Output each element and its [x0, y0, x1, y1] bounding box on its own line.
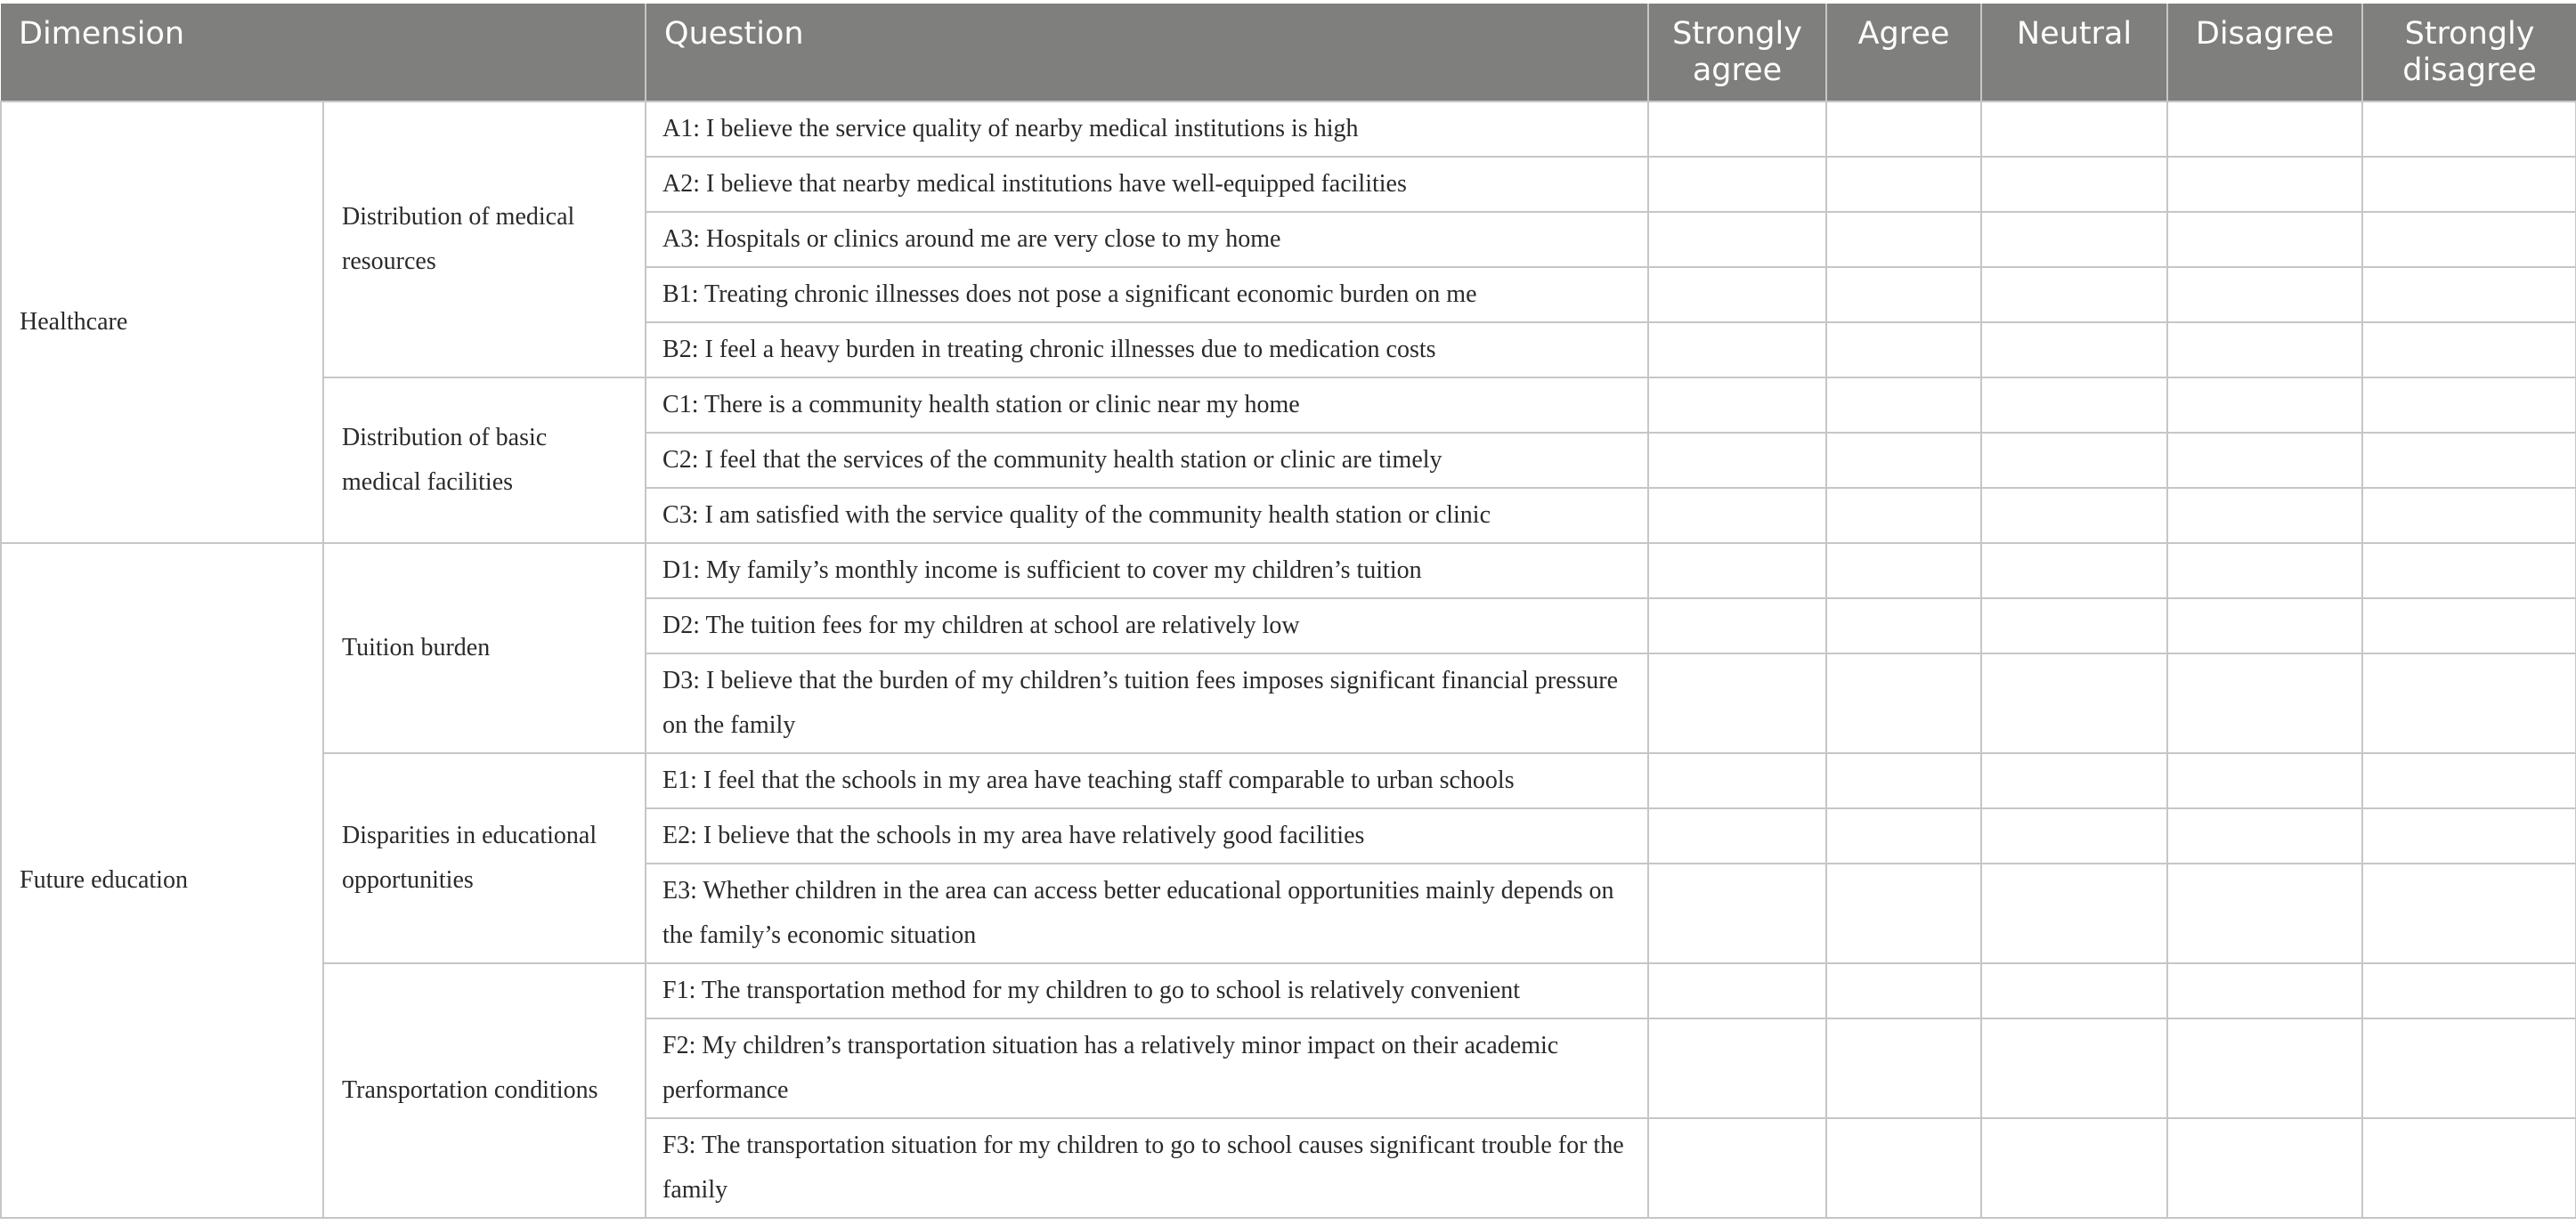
answer-cell-strongly-disagree[interactable] — [2362, 322, 2576, 377]
answer-cell-disagree[interactable] — [2167, 543, 2362, 598]
answer-cell-agree[interactable] — [1826, 433, 1981, 488]
answer-cell-neutral[interactable] — [1981, 1018, 2167, 1118]
answer-cell-strongly-disagree[interactable] — [2362, 598, 2576, 653]
question-cell: F2: My children’s transportation situation has a relatively minor impact on their academic performance — [646, 1018, 1648, 1118]
table-row — [1, 753, 2576, 808]
header-row — [1, 4, 2576, 101]
answer-cell-strongly-disagree[interactable] — [2362, 488, 2576, 543]
answer-cell-strongly-disagree[interactable] — [2362, 433, 2576, 488]
answer-cell-strongly-agree[interactable] — [1648, 267, 1826, 322]
answer-cell-neutral[interactable] — [1981, 864, 2167, 963]
answer-cell-strongly-agree[interactable] — [1648, 543, 1826, 598]
answer-cell-strongly-agree[interactable] — [1648, 963, 1826, 1018]
answer-cell-disagree[interactable] — [2167, 488, 2362, 543]
question-cell: B2: I feel a heavy burden in treating chronic illnesses due to medication costs — [646, 322, 1648, 377]
answer-cell-strongly-disagree[interactable] — [2362, 543, 2576, 598]
answer-cell-agree[interactable] — [1826, 377, 1981, 433]
question-cell: D3: I believe that the burden of my children’s tuition fees imposes significant financial pressure on the family — [646, 653, 1648, 753]
question-cell: A1: I believe the service quality of nearby medical institutions is high — [646, 101, 1648, 157]
question-cell: E2: I believe that the schools in my area have relatively good facilities — [646, 808, 1648, 864]
answer-cell-neutral[interactable] — [1981, 598, 2167, 653]
table-row — [1, 377, 2576, 433]
answer-cell-neutral[interactable] — [1981, 267, 2167, 322]
answer-cell-neutral[interactable] — [1981, 322, 2167, 377]
answer-cell-strongly-agree[interactable] — [1648, 653, 1826, 753]
question-cell: F1: The transportation method for my children to go to school is relatively convenient — [646, 963, 1648, 1018]
answer-cell-strongly-disagree[interactable] — [2362, 808, 2576, 864]
answer-cell-disagree[interactable] — [2167, 1018, 2362, 1118]
table-row — [1, 963, 2576, 1018]
answer-cell-strongly-agree[interactable] — [1648, 488, 1826, 543]
question-cell: D1: My family’s monthly income is sufficient to cover my children’s tuition — [646, 543, 1648, 598]
neutral-header: Neutral — [1981, 4, 2167, 101]
subdimension-cell: Disparities in educational opportunities — [323, 753, 646, 963]
answer-cell-strongly-disagree[interactable] — [2362, 864, 2576, 963]
answer-cell-strongly-disagree[interactable] — [2362, 1118, 2576, 1218]
answer-cell-agree[interactable] — [1826, 753, 1981, 808]
disagree-header: Disagree — [2167, 4, 2362, 101]
answer-cell-neutral[interactable] — [1981, 808, 2167, 864]
answer-cell-agree[interactable] — [1826, 808, 1981, 864]
answer-cell-neutral[interactable] — [1981, 488, 2167, 543]
question-cell: F3: The transportation situation for my children to go to school causes significant trouble for the family — [646, 1118, 1648, 1218]
answer-cell-strongly-agree[interactable] — [1648, 433, 1826, 488]
dimension-header: Dimension — [1, 4, 646, 101]
answer-cell-agree[interactable] — [1826, 543, 1981, 598]
answer-cell-agree[interactable] — [1826, 157, 1981, 212]
answer-cell-strongly-agree[interactable] — [1648, 377, 1826, 433]
answer-cell-strongly-disagree[interactable] — [2362, 101, 2576, 157]
answer-cell-disagree[interactable] — [2167, 267, 2362, 322]
answer-cell-neutral[interactable] — [1981, 653, 2167, 753]
strongly-disagree-header: Strongly disagree — [2362, 4, 2576, 101]
answer-cell-disagree[interactable] — [2167, 377, 2362, 433]
strongly-agree-header: Strongly agree — [1648, 4, 1826, 101]
question-cell: C1: There is a community health station or clinic near my home — [646, 377, 1648, 433]
answer-cell-agree[interactable] — [1826, 101, 1981, 157]
answer-cell-agree[interactable] — [1826, 598, 1981, 653]
answer-cell-disagree[interactable] — [2167, 598, 2362, 653]
answer-cell-disagree[interactable] — [2167, 433, 2362, 488]
answer-cell-strongly-agree[interactable] — [1648, 808, 1826, 864]
dimension-cell: Healthcare — [1, 101, 323, 543]
answer-cell-agree[interactable] — [1826, 488, 1981, 543]
answer-cell-agree[interactable] — [1826, 963, 1981, 1018]
answer-cell-disagree[interactable] — [2167, 808, 2362, 864]
agree-header: Agree — [1826, 4, 1981, 101]
answer-cell-neutral[interactable] — [1981, 212, 2167, 267]
answer-cell-neutral[interactable] — [1981, 753, 2167, 808]
answer-cell-agree[interactable] — [1826, 1018, 1981, 1118]
answer-cell-agree[interactable] — [1826, 864, 1981, 963]
survey-table — [0, 4, 2576, 1219]
answer-cell-strongly-agree[interactable] — [1648, 753, 1826, 808]
question-cell: B1: Treating chronic illnesses does not pose a significant economic burden on me — [646, 267, 1648, 322]
answer-cell-neutral[interactable] — [1981, 377, 2167, 433]
answer-cell-strongly-disagree[interactable] — [2362, 212, 2576, 267]
question-cell: E1: I feel that the schools in my area have teaching staff comparable to urban schools — [646, 753, 1648, 808]
answer-cell-strongly-disagree[interactable] — [2362, 963, 2576, 1018]
subdimension-cell: Tuition burden — [323, 543, 646, 753]
answer-cell-disagree[interactable] — [2167, 101, 2362, 157]
answer-cell-strongly-disagree[interactable] — [2362, 1018, 2576, 1118]
answer-cell-disagree[interactable] — [2167, 1118, 2362, 1218]
answer-cell-strongly-agree[interactable] — [1648, 864, 1826, 963]
answer-cell-neutral[interactable] — [1981, 157, 2167, 212]
dimension-cell: Future education — [1, 543, 323, 1218]
answer-cell-disagree[interactable] — [2167, 157, 2362, 212]
answer-cell-agree[interactable] — [1826, 322, 1981, 377]
answer-cell-disagree[interactable] — [2167, 322, 2362, 377]
question-cell: E3: Whether children in the area can access better educational opportunities mainly depends on the family’s economic situation — [646, 864, 1648, 963]
answer-cell-neutral[interactable] — [1981, 433, 2167, 488]
question-header: Question — [646, 4, 1648, 101]
question-cell: C3: I am satisfied with the service quality of the community health station or clinic — [646, 488, 1648, 543]
answer-cell-strongly-agree[interactable] — [1648, 1018, 1826, 1118]
answer-cell-agree[interactable] — [1826, 267, 1981, 322]
answer-cell-disagree[interactable] — [2167, 653, 2362, 753]
answer-cell-agree[interactable] — [1826, 212, 1981, 267]
answer-cell-strongly-disagree[interactable] — [2362, 267, 2576, 322]
answer-cell-disagree[interactable] — [2167, 212, 2362, 267]
answer-cell-strongly-disagree[interactable] — [2362, 377, 2576, 433]
answer-cell-strongly-disagree[interactable] — [2362, 157, 2576, 212]
subdimension-cell: Transportation conditions — [323, 963, 646, 1218]
question-cell: C2: I feel that the services of the community health station or clinic are timely — [646, 433, 1648, 488]
answer-cell-neutral[interactable] — [1981, 101, 2167, 157]
answer-cell-strongly-agree[interactable] — [1648, 598, 1826, 653]
answer-cell-agree[interactable] — [1826, 653, 1981, 753]
answer-cell-disagree[interactable] — [2167, 753, 2362, 808]
question-cell: D2: The tuition fees for my children at school are relatively low — [646, 598, 1648, 653]
answer-cell-disagree[interactable] — [2167, 963, 2362, 1018]
answer-cell-strongly-disagree[interactable] — [2362, 653, 2576, 753]
answer-cell-strongly-agree[interactable] — [1648, 157, 1826, 212]
subdimension-cell: Distribution of medical resources — [323, 101, 646, 377]
answer-cell-agree[interactable] — [1826, 1118, 1981, 1218]
subdimension-cell: Distribution of basic medical facilities — [323, 377, 646, 543]
question-cell: A2: I believe that nearby medical institutions have well-equipped facilities — [646, 157, 1648, 212]
answer-cell-strongly-agree[interactable] — [1648, 101, 1826, 157]
answer-cell-neutral[interactable] — [1981, 1118, 2167, 1218]
table-row — [1, 101, 2576, 157]
answer-cell-strongly-agree[interactable] — [1648, 212, 1826, 267]
answer-cell-neutral[interactable] — [1981, 963, 2167, 1018]
table-row — [1, 543, 2576, 598]
question-cell: A3: Hospitals or clinics around me are very close to my home — [646, 212, 1648, 267]
answer-cell-disagree[interactable] — [2167, 864, 2362, 963]
answer-cell-strongly-disagree[interactable] — [2362, 753, 2576, 808]
answer-cell-strongly-agree[interactable] — [1648, 1118, 1826, 1218]
answer-cell-neutral[interactable] — [1981, 543, 2167, 598]
answer-cell-strongly-agree[interactable] — [1648, 322, 1826, 377]
